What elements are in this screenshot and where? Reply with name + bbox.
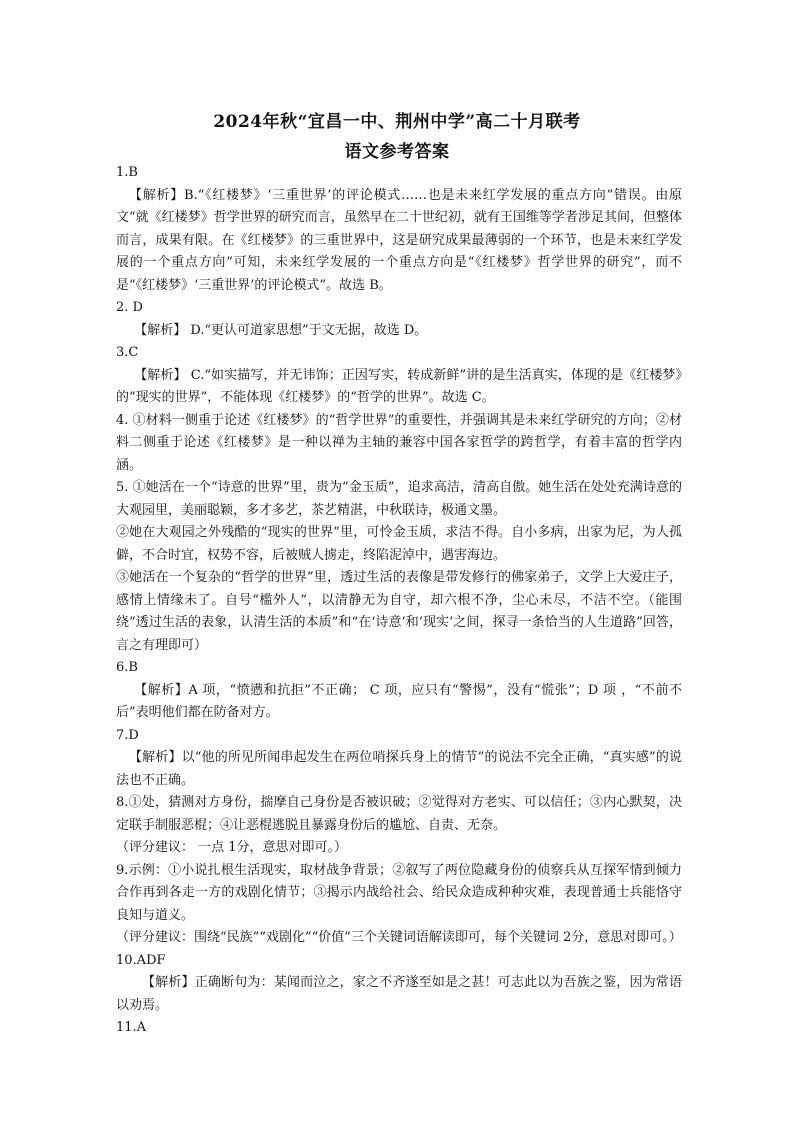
answer-line: 6.B	[116, 660, 138, 675]
answer-line: 9.示例：①小说扎根生活现实，取材战争背景；②叙写了两位隐藏身份的侦察兵从互探军情到倾力合作再到各走一方的戏剧化情节；③揭示内战给社会、给民众造成种种灾难，表现普通士兵能恪守良知与道义。	[116, 862, 682, 923]
answer-line: 4. ①材料一侧重于论述《红楼梦》的“哲学世界”的重要性，并强调其是未来红学研究的方向；②材料二侧重于论述《红楼梦》是一种以禅为主轴的兼容中国各家哲学的跨哲学，有着丰富的哲学内涵。	[116, 412, 682, 473]
page-subtitle: 语文参考答案	[344, 142, 450, 162]
answer-line: 【解析】B.“《红楼梦》‘三重世界’的评论模式……也是未来红学发展的重点方向”错误。由原文“就《红楼梦》哲学世界的研究而言，虽然早在二十世纪初，就有王国维等学者涉足其间，但整体而言，成果有限。在《红楼梦》的三重世界中，这是研究成果最薄弱的一个环节，也是未来红学发展的一个重点方向”可知，未来红学发展的一个重点方向是“《红楼梦》哲学世界的研究”，而不是“《红楼梦》‘三重世界’的评论模式”。故选 B。	[116, 187, 682, 293]
answer-line: 【解析】正确断句为：某闻而泣之，家之不齐遂至如是之甚！可志此以为吾族之鉴，因为常语以劝焉。	[116, 975, 682, 1013]
answer-line: 【解析】 D.“更认可道家思想”于文无据，故选 D。	[134, 322, 428, 338]
answer-line: ②她在大观园之外残酷的“现实的世界”里，可怜金玉质，求洁不得。自小多病，出家为尼，为人孤僻，不合时宜，权势不容，后被贼人掳走，终陷泥淖中，遇害海边。	[116, 525, 682, 563]
answer-body	[116, 162, 682, 1040]
answer-line: 11.A	[116, 1020, 147, 1035]
answer-line: ③她活在一个复杂的“哲学的世界”里，透过生活的表像是带发修行的佛家弟子，文学上大爱庄子，感情上情缘未了。自号“槛外人”，以清静无为自守，却六根不净，尘心未尽，不洁不空。（能围绕“透过生活的表象，认清生活的本质”和“在‘诗意’和‘现实’之间，探寻一条恰当的人生道路”回答，言之有理即可）	[116, 570, 682, 653]
answer-line: 1.B	[116, 165, 138, 180]
answer-line: 2. D	[116, 300, 143, 315]
answer-line: 【解析】 C.“如实描写，并无讳饰；正因写实，转成新鲜”讲的是生活真实，体现的是《红楼梦》的“现实的世界”，不能体现《红楼梦》的“哲学的世界”。故选 C。	[116, 367, 682, 405]
answer-line: 3.C	[116, 345, 139, 360]
answer-line: 8.①处，猜测对方身份，揣摩自己身份是否被识破；②觉得对方老实、可以信任；③内心默契，决定联手制服恶棍；④让恶棍逃脱且暴露身份后的尴尬、自责、无奈。	[116, 795, 682, 833]
answer-line: （评分建议： 一点 1分，意思对即可。）	[116, 840, 348, 855]
answer-line: 10.ADF	[116, 952, 166, 968]
answer-line: （评分建议：围绕“民族”“戏剧化”“价值”三个关键词语解读即可，每个关键词 2分，意思对即可。）	[116, 930, 682, 945]
answer-line: 【解析】以“他的所见所闻串起发生在两位哨探兵身上的情节”的说法不完全正确，“真实感”的说法也不正确。	[116, 750, 682, 788]
page-title: 2024年秋“宜昌一中、荆州中学”高二十月联考	[213, 112, 581, 132]
answer-line: 5. ①她活在一个“诗意的世界”里，贵为“金玉质”，追求高洁，清高自傲。她生活在处处充满诗意的大观园里，美丽聪颖，多才多艺，茶艺精湛，中秋联诗，极通文墨。	[116, 480, 682, 518]
answer-line: 7.D	[116, 727, 139, 743]
answer-line: 【解析】A 项，“愤懑和抗拒”不正确； C 项，应只有“警惕”，没有“慌张”；D 项 ，“不前不后”表明他们都在防备对方。	[116, 682, 682, 720]
